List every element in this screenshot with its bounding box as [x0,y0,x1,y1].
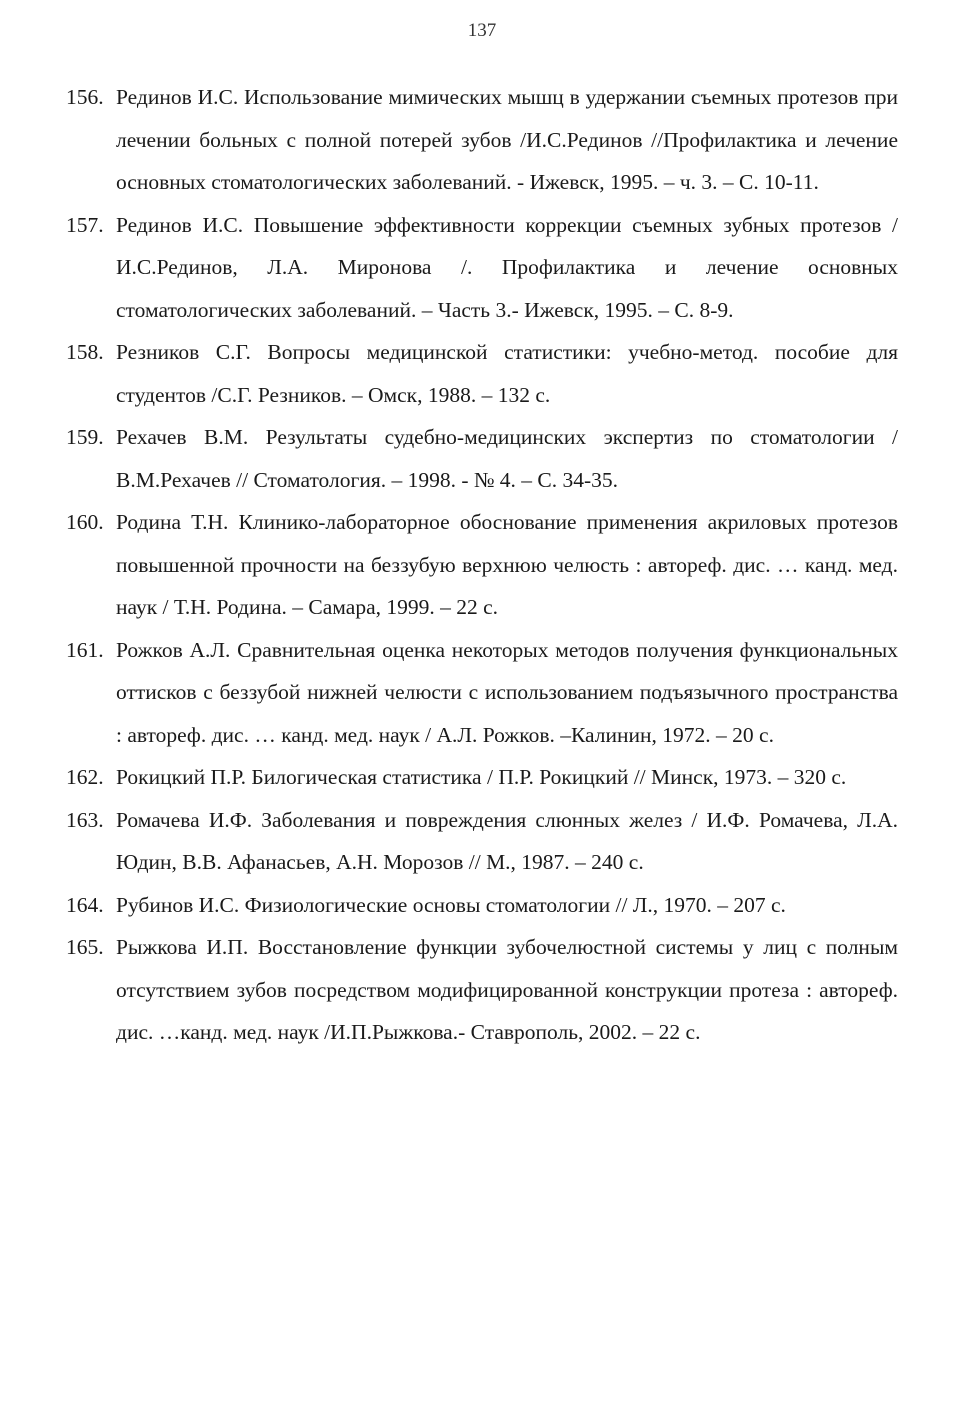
reference-number: 163. [66,807,104,832]
reference-number: 165. [66,935,104,959]
reference-text: Рубинов И.С. Физиологические основы стоматологии // Л., 1970. – 207 с. [116,892,786,917]
reference-text: Рехачев В.М. Результаты судебно-медицинских экспертиз по стоматологии /В.М.Рехачев // Стоматология. – 1998. - № 4. – С. 34-35. [116,425,898,492]
reference-number: 156. [66,85,104,109]
reference-number: 162. [66,765,104,789]
reference-item [0,799,964,884]
reference-item [0,416,964,501]
reference-text: Ромачева И.Ф. Заболевания и повреждения слюнных желез / И.Ф. Ромачева, Л.А. Юдин, В.В. Афанасьев, А.Н. Морозов // М., 1987. – 240 с. [116,807,898,874]
reference-item [0,926,964,1054]
reference-item [0,501,964,629]
reference-item [0,204,964,332]
reference-text: Резников С.Г. Вопросы медицинской статистики: учебно-метод. пособие для студентов /С.Г. Резников. – Омск, 1988. – 132 с. [116,340,898,407]
reference-text: Рожков А.Л. Сравнительная оценка некоторых методов получения функциональных оттисков с беззубой нижней челюсти с использованием подъязычного пространства : автореф. дис. … канд. мед. наук / А.Л. Рожков. –Калинин, 1972. – 20 с. [116,637,898,747]
reference-number: 157. [66,212,104,237]
reference-text: Рыжкова И.П. Восстановление функции зубочелюстной системы у лиц с полным отсутствием зубов посредством модифицированной конструкции протеза : автореф. дис. …канд. мед. наук /И.П.Рыжкова.- Ставрополь, 2002. – 22 с. [116,935,898,1044]
reference-item [0,756,964,799]
reference-number: 161. [66,637,104,662]
reference-number: 158. [66,340,104,364]
reference-number: 160. [66,510,104,534]
reference-item [0,629,964,757]
reference-item [0,331,964,416]
reference-number: 159. [66,425,104,449]
reference-text: Рединов И.С. Повышение эффективности коррекции съемных зубных протезов /И.С.Рединов, Л.А. Миронова /. Профилактика и лечение основных стоматологических заболеваний. – Часть 3.- Ижевск, 1995. – С. 8-9. [116,212,898,322]
reference-item [0,76,964,204]
reference-list [0,76,964,1054]
reference-text: Рокицкий П.Р. Билогическая статистика / П.Р. Рокицкий // Минск, 1973. – 320 с. [116,765,847,789]
reference-number: 164. [66,892,104,917]
reference-text: Родина Т.Н. Клинико-лабораторное обоснование применения акриловых протезов повышенной прочности на беззубую верхнюю челюсть : автореф. дис. … канд. мед. наук / Т.Н. Родина. – Самара, 1999. – 22 с. [116,510,898,619]
page-number: 137 [467,20,497,41]
reference-text: Рединов И.С. Использование мимических мышц в удержании съемных протезов при лечении больных с полной потерей зубов /И.С.Рединов //Профилактика и лечение основных стоматологических заболеваний. - Ижевск, 1995. – ч. 3. – С. 10-11. [116,85,898,194]
reference-item [0,884,964,927]
